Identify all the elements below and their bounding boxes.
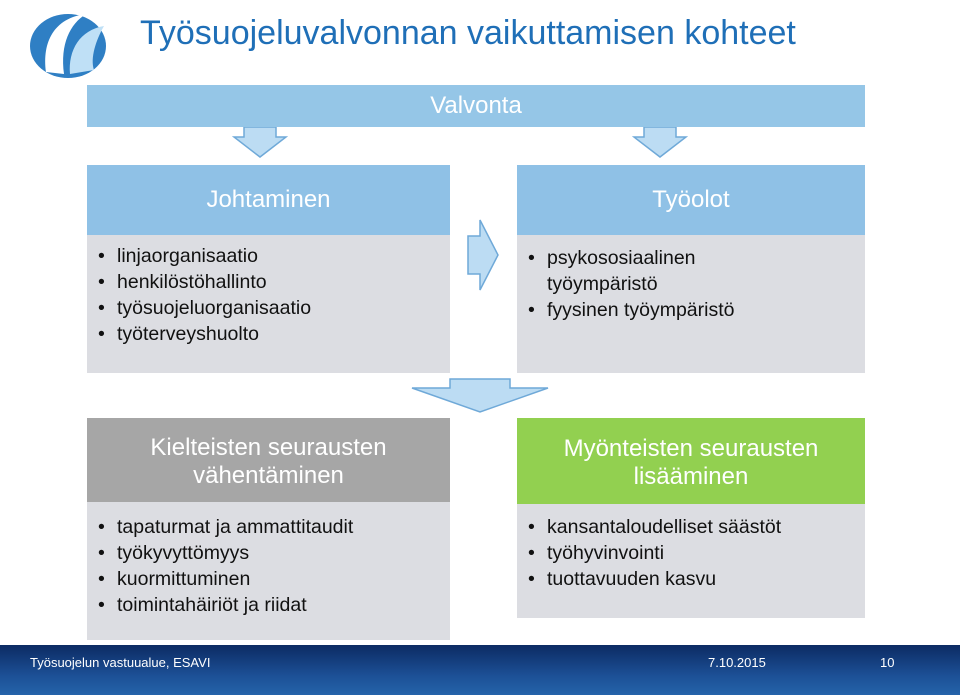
myonteiset-box (517, 418, 865, 618)
arrow-down-icon (232, 127, 288, 164)
list-item: • psykososiaalinen työympäristö (517, 245, 757, 297)
tyoolot-box (517, 165, 865, 373)
myonteiset-body (517, 504, 865, 618)
tyoolot-body (517, 235, 865, 373)
kielteiset-body (87, 502, 450, 640)
myonteiset-heading-line1: Myönteisten seurausten (563, 435, 819, 462)
footer-page-number: 10 (880, 655, 895, 670)
myonteiset-heading (517, 418, 865, 504)
list-item: • henkilöstöhallinto (87, 269, 450, 295)
list-item: • työterveyshuolto (87, 321, 450, 347)
list-item: • toimintahäiriöt ja riidat (87, 592, 450, 618)
logo-icon (24, 4, 114, 84)
list-item: • tuottavuuden kasvu (517, 566, 865, 592)
list-item: • tapaturmat ja ammattitaudit (87, 514, 450, 540)
list-item: • fyysinen työympäristö (517, 297, 865, 323)
kielteiset-heading (87, 418, 450, 502)
kielteiset-heading-line2: vähentäminen (193, 462, 344, 489)
footer-org: Työsuojelun vastuualue, ESAVI (30, 655, 211, 670)
footer-date: 7.10.2015 (708, 655, 766, 670)
list-item: • kansantaloudelliset säästöt (517, 514, 865, 540)
slide-title: Työsuojeluvalvonnan vaikuttamisen kohteet (140, 14, 796, 52)
johtaminen-box (87, 165, 450, 373)
johtaminen-body (87, 235, 450, 373)
johtaminen-heading: Johtaminen (87, 165, 450, 235)
list-item: • työhyvinvointi (517, 540, 865, 566)
arrow-down-icon (410, 378, 550, 419)
list-item: • työsuojeluorganisaatio (87, 295, 450, 321)
kielteiset-heading-line1: Kielteisten seurausten (150, 434, 387, 461)
myonteiset-heading-line2: lisääminen (633, 463, 749, 490)
tyoolot-heading: Työolot (517, 165, 865, 235)
valvonta-banner: Valvonta (87, 85, 865, 127)
list-item: • työkyvyttömyys (87, 540, 450, 566)
footer-bar (0, 645, 960, 695)
arrow-right-icon (466, 218, 500, 297)
list-item: • kuormittuminen (87, 566, 450, 592)
kielteiset-box (87, 418, 450, 640)
arrow-down-icon (632, 127, 688, 164)
list-item: • linjaorganisaatio (87, 243, 450, 269)
